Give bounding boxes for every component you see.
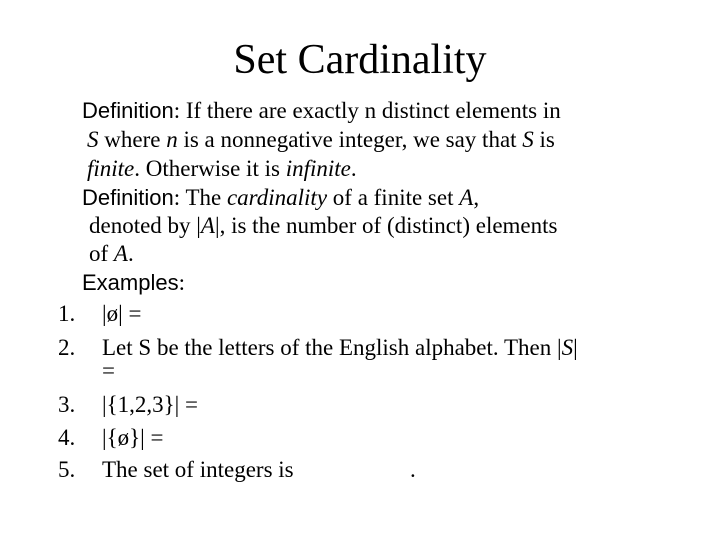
examples-label: Examples: [82, 270, 179, 295]
text-fragment: ,: [473, 185, 480, 210]
example-number: 1.: [58, 301, 76, 326]
example-2-text: [102, 333, 578, 362]
example-number: 5.: [58, 457, 76, 482]
text-fragment: is a nonnegative integer, we say that: [177, 127, 523, 152]
text-fragment: denoted by |: [89, 213, 201, 238]
example-number: 2.: [58, 335, 76, 360]
text-fragment: Let S be the letters of the English alphabet. Then |: [102, 335, 562, 360]
var-a: A: [113, 241, 128, 266]
text-fragment: |: [573, 335, 578, 360]
slide-title: Set Cardinality: [233, 37, 487, 83]
var-s: S: [522, 127, 534, 152]
term-finite: finite: [87, 156, 135, 181]
definition-1-label: Definition: [82, 98, 174, 123]
var-a: A: [459, 185, 474, 210]
definition-2-label: Definition: [82, 185, 174, 210]
text-fragment: : The: [173, 185, 227, 210]
example-5-text: The set of integers is: [102, 457, 294, 482]
text-fragment: of: [89, 241, 114, 266]
text-fragment: where: [98, 127, 167, 152]
definition-2-line-3: [89, 239, 134, 268]
example-number: 4.: [58, 425, 76, 450]
text-fragment: |, is the number of (distinct) elements: [214, 213, 558, 238]
var-s: S: [561, 335, 574, 360]
examples-colon: :: [178, 270, 185, 295]
term-infinite: infinite: [285, 156, 351, 181]
example-2-continuation: =: [102, 358, 115, 383]
example-number: 3.: [58, 392, 76, 417]
example-1-text: |ø| =: [102, 301, 142, 326]
example-4-text: |{ø}| =: [102, 425, 164, 450]
example-3-text: |{1,2,3}| =: [102, 392, 199, 417]
definition-1-line-2: [87, 125, 555, 154]
term-cardinality: cardinality: [226, 185, 328, 210]
text-fragment: . Otherwise it is: [134, 156, 286, 181]
definition-2-line-2: [89, 211, 557, 240]
definition-1-line-3: [87, 154, 357, 183]
text-fragment: .: [127, 241, 134, 266]
examples-heading: [82, 268, 185, 297]
text-fragment: is: [533, 127, 555, 152]
definition-1-line-1: [82, 96, 561, 125]
text-fragment: of a finite set: [327, 185, 460, 210]
var-n: n: [166, 127, 178, 152]
example-5-period: .: [410, 457, 416, 482]
text-fragment: .: [350, 156, 357, 181]
var-s: S: [87, 127, 99, 152]
definition-2-line-1: [82, 183, 479, 212]
var-a: A: [200, 213, 215, 238]
definition-1-text: : If there are exactly n distinct elements in: [173, 98, 561, 123]
